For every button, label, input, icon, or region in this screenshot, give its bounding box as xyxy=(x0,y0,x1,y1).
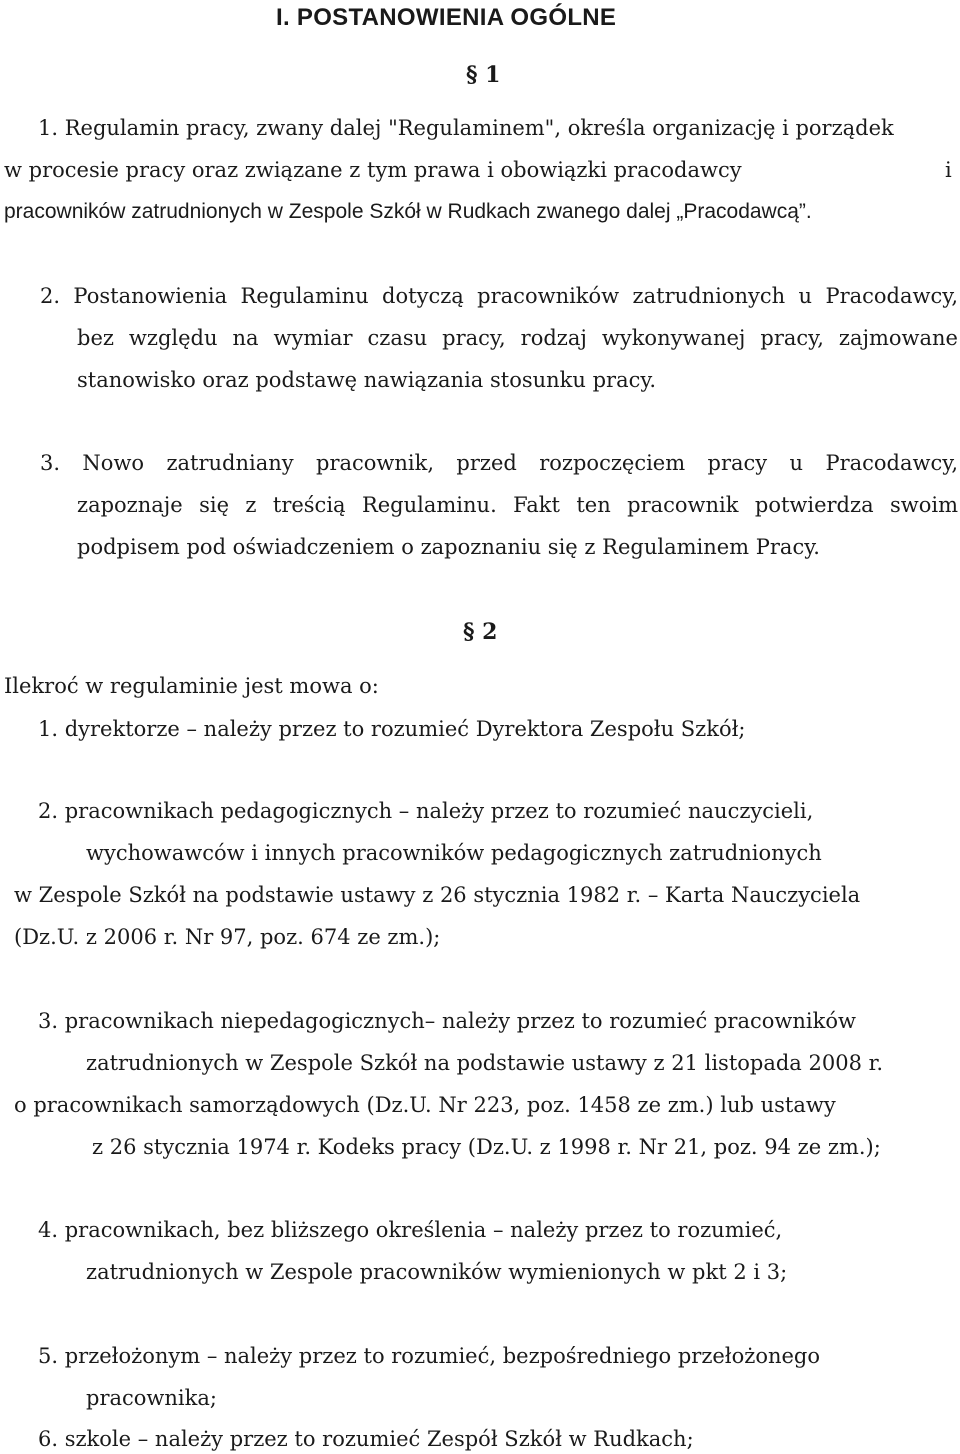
definition-item-3-line-1: 3. pracownikach niepedagogicznych– należy przez to rozumieć pracowników xyxy=(38,1009,856,1033)
paragraph-2-line-2: bez względu na wymiar czasu pracy, rodzaj wykonywanej pracy, zajmowane xyxy=(77,326,958,350)
paragraph-3-line-1: 3. Nowo zatrudniany pracownik, przed rozpoczęciem pracy u Pracodawcy, xyxy=(40,451,958,475)
paragraph-1-line-3: pracowników zatrudnionych w Zespole Szkół w Rudkach zwanego dalej „Pracodawcą”. xyxy=(4,200,812,223)
definition-item-1: 1. dyrektorze – należy przez to rozumieć Dyrektora Zespołu Szkół; xyxy=(38,717,746,741)
section-2-heading: § 2 xyxy=(463,619,498,645)
definition-item-2-line-1: 2. pracownikach pedagogicznych – należy przez to rozumieć nauczycieli, xyxy=(38,799,814,823)
paragraph-3-line-2: zapoznaje się z treścią Regulaminu. Fakt ten pracownik potwierdza swoim xyxy=(77,493,958,517)
chapter-title: I. POSTANOWIENIA OGÓLNE xyxy=(276,4,617,31)
paragraph-3-line-3: podpisem pod oświadczeniem o zapoznaniu się z Regulaminem Pracy. xyxy=(77,535,820,559)
definition-item-4-line-2: zatrudnionych w Zespole pracowników wymienionych w pkt 2 i 3; xyxy=(86,1260,788,1284)
paragraph-1-line-2: w procesie pracy oraz związane z tym prawa i obowiązki pracodawcy xyxy=(4,158,742,182)
paragraph-1-line-1: 1. Regulamin pracy, zwany dalej "Regulaminem", określa organizację i porządek xyxy=(38,116,894,140)
paragraph-2-line-1: 2. Postanowienia Regulaminu dotyczą pracowników zatrudnionych u Pracodawcy, xyxy=(40,284,958,308)
section-1-heading: § 1 xyxy=(466,62,501,88)
definition-item-3-line-3: o pracownikach samorządowych (Dz.U. Nr 223, poz. 1458 ze zm.) lub ustawy xyxy=(14,1093,836,1117)
definition-item-3-line-4: z 26 stycznia 1974 r. Kodeks pracy (Dz.U. z 1998 r. Nr 21, poz. 94 ze zm.); xyxy=(92,1135,881,1159)
definition-item-2-line-4: (Dz.U. z 2006 r. Nr 97, poz. 674 ze zm.); xyxy=(14,925,441,949)
definition-item-5-line-1: 5. przełożonym – należy przez to rozumieć, bezpośredniego przełożonego xyxy=(38,1344,821,1368)
definition-item-5-line-2: pracownika; xyxy=(86,1386,217,1410)
definition-item-3-line-2: zatrudnionych w Zespole Szkół na podstawie ustawy z 21 listopada 2008 r. xyxy=(86,1051,884,1075)
paragraph-2-line-3: stanowisko oraz podstawę nawiązania stosunku pracy. xyxy=(77,368,657,392)
definitions-intro: Ilekroć w regulaminie jest mowa o: xyxy=(4,674,379,698)
definition-item-2-line-3: w Zespole Szkół na podstawie ustawy z 26 stycznia 1982 r. – Karta Nauczyciela xyxy=(14,883,861,907)
paragraph-1-line-2-end: i xyxy=(945,158,952,182)
definition-item-2-line-2: wychowawców i innych pracowników pedagogicznych zatrudnionych xyxy=(86,841,822,865)
definition-item-6: 6. szkole – należy przez to rozumieć Zespół Szkół w Rudkach; xyxy=(38,1427,694,1451)
definition-item-4-line-1: 4. pracownikach, bez bliższego określenia – należy przez to rozumieć, xyxy=(38,1218,783,1242)
